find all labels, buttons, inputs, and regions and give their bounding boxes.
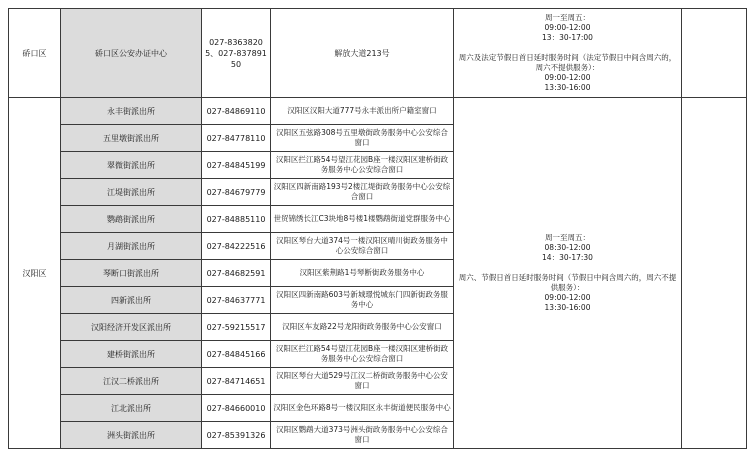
hours-line: 09:00-12:00 <box>544 73 591 82</box>
hours-line: 08:30-12:00 <box>544 243 591 252</box>
office-name-cell: 江汉二桥派出所 <box>61 368 202 395</box>
office-name-cell: 翠微街派出所 <box>61 152 202 179</box>
district-cell: 硚口区 <box>9 9 61 98</box>
hours-line: 13：30-17:00 <box>542 33 593 42</box>
address-cell: 汉阳区四新南路193号2楼江堤街政务服务中心公安综合窗口 <box>271 179 454 206</box>
office-name-cell: 洲头街派出所 <box>61 422 202 449</box>
table-row <box>9 98 747 125</box>
phone-cell: 027-84845166 <box>202 341 271 368</box>
phone-cell: 027-84222516 <box>202 233 271 260</box>
hours-line: 周六、节假日首日延时服务时间（节假日中间含周六的，周六不提供服务）： <box>458 273 677 292</box>
office-table <box>8 8 747 449</box>
address-cell: 汉阳区琴台大道374号一楼汉阳区晴川街政务服务中心公安综合窗口 <box>271 233 454 260</box>
office-name-cell: 琴断口街派出所 <box>61 260 202 287</box>
hours-line: 周六及法定节假日首日延时服务时间（法定节假日中间含周六的，周六不提供服务）： <box>458 53 677 72</box>
office-name-cell: 硚口区公安办证中心 <box>61 9 202 98</box>
address-cell: 世贸锦绣长江C3块地8号楼1楼鹦鹉街道党群服务中心 <box>271 206 454 233</box>
office-name-cell: 四新派出所 <box>61 287 202 314</box>
address-cell: 汉阳区四新南路603号新城璟悦城东门四新街政务服务中心 <box>271 287 454 314</box>
hours-line: 14：30-17:30 <box>542 253 593 262</box>
office-name-cell: 江堤街派出所 <box>61 179 202 206</box>
address-cell: 汉阳区五弦路308号五里墩街政务服务中心公安综合窗口 <box>271 125 454 152</box>
phone-cell: 027-59215517 <box>202 314 271 341</box>
address-cell: 汉阳区车友路22号龙阳街政务服务中心公安窗口 <box>271 314 454 341</box>
office-name-cell: 月湖街派出所 <box>61 233 202 260</box>
address-cell: 汉阳区拦江路54号望江花园B座一楼汉阳区建桥街政务服务中心公安综合窗口 <box>271 152 454 179</box>
phone-cell: 027-84660010 <box>202 395 271 422</box>
office-name-cell: 江北派出所 <box>61 395 202 422</box>
phone-cell: 027-84637771 <box>202 287 271 314</box>
office-name-cell: 建桥街派出所 <box>61 341 202 368</box>
hours-line: 周一至周五： <box>545 13 590 22</box>
hours-cell <box>454 9 682 98</box>
hours-cell <box>454 98 682 449</box>
office-name-cell: 五里墩街派出所 <box>61 125 202 152</box>
address-cell: 汉阳区金色环路8号一楼汉阳区永丰街道便民服务中心 <box>271 395 454 422</box>
address-cell: 汉阳区紫荆路1号琴断街政务服务中心 <box>271 260 454 287</box>
address-cell: 汉阳区汉阳大道777号永丰派出所户籍室窗口 <box>271 98 454 125</box>
hours-line <box>456 43 679 53</box>
phone-cell: 027-84679779 <box>202 179 271 206</box>
district-cell: 汉阳区 <box>9 98 61 449</box>
hours-line: 13:30-16:00 <box>544 303 591 312</box>
office-name-cell: 永丰街派出所 <box>61 98 202 125</box>
hours-line <box>456 263 679 273</box>
phone-cell: 027-84682591 <box>202 260 271 287</box>
phone-cell: 027-84714651 <box>202 368 271 395</box>
phone-cell: 027-84778110 <box>202 125 271 152</box>
address-cell: 汉阳区琴台大道529号江汉二桥街政务服务中心公安窗口 <box>271 368 454 395</box>
extra-cell <box>682 98 747 449</box>
extra-cell <box>682 9 747 98</box>
phone-cell: 027-83638205、027-83789150 <box>202 9 271 98</box>
address-cell: 汉阳区鹦鹉大道373号洲头街政务服务中心公安综合窗口 <box>271 422 454 449</box>
address-cell: 汉阳区拦江路54号望江花园B座一楼汉阳区建桥街政务服务中心公安综合窗口 <box>271 341 454 368</box>
office-name-cell: 鹦鹉街派出所 <box>61 206 202 233</box>
phone-cell: 027-84885110 <box>202 206 271 233</box>
hours-line: 周一至周五： <box>545 233 590 242</box>
phone-cell: 027-85391326 <box>202 422 271 449</box>
hours-line: 09:00-12:00 <box>544 23 591 32</box>
address-cell: 解放大道213号 <box>271 9 454 98</box>
phone-cell: 027-84869110 <box>202 98 271 125</box>
hours-line: 13:30-16:00 <box>544 83 591 92</box>
office-name-cell: 汉阳经济开发区派出所 <box>61 314 202 341</box>
hours-line: 09:00-12:00 <box>544 293 591 302</box>
phone-cell: 027-84845199 <box>202 152 271 179</box>
koukou-row <box>9 9 747 98</box>
